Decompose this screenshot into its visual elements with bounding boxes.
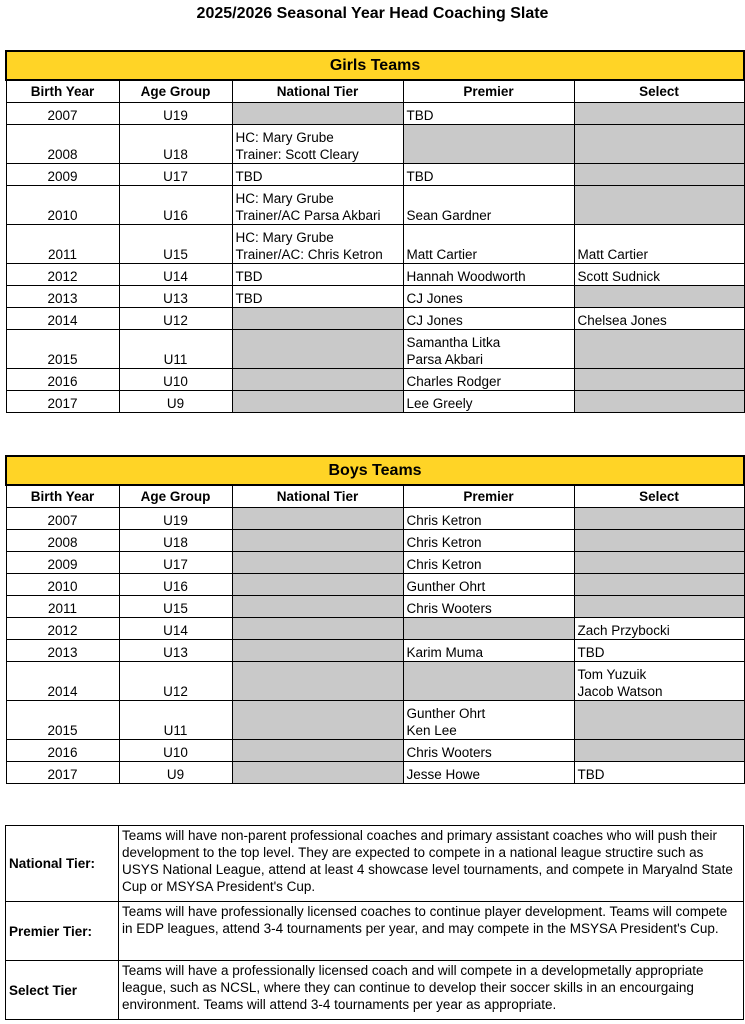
col-header-age-group: Age Group: [119, 485, 232, 508]
birth-year-cell: 2016: [6, 369, 119, 391]
table-row: [6, 640, 744, 662]
coach-name: Gunther Ohrt: [406, 706, 486, 721]
premier-tier-cell: [403, 286, 574, 308]
coach-name: Gunther Ohrt: [406, 579, 486, 594]
tier-label-national: National Tier:: [6, 826, 119, 902]
coach-name: Karim Muma: [406, 645, 484, 660]
table-row: [6, 762, 744, 784]
premier-tier-cell: [403, 391, 574, 413]
table-row: [6, 740, 744, 762]
premier-tier-cell: [403, 701, 574, 740]
coach-name: HC: Mary Grube: [235, 230, 334, 245]
page-title: 2025/2026 Seasonal Year Head Coaching Slate: [196, 5, 549, 22]
age-group-cell: U10: [119, 369, 232, 391]
age-group-cell: U17: [119, 552, 232, 574]
table-row: [6, 618, 744, 640]
age-group-cell: U12: [119, 308, 232, 330]
table-row: [6, 574, 744, 596]
select-tier-cell: [574, 701, 744, 740]
age-group-cell: U12: [119, 662, 232, 701]
premier-tier-cell: [403, 330, 574, 369]
premier-tier-cell: [403, 369, 574, 391]
coach-name: Chris Ketron: [406, 557, 482, 572]
select-tier-cell: [574, 330, 744, 369]
coach-name: Trainer/AC Parsa Akbari: [235, 208, 381, 223]
select-tier-cell: [574, 740, 744, 762]
age-group-cell: U11: [119, 330, 232, 369]
table-row: [6, 508, 744, 530]
coach-name: CJ Jones: [406, 313, 463, 328]
birth-year-cell: 2010: [6, 186, 119, 225]
table-row: [6, 596, 744, 618]
national-tier-cell: [232, 508, 403, 530]
coach-name: Hannah Woodworth: [406, 269, 526, 284]
age-group-cell: U9: [119, 762, 232, 784]
premier-tier-cell: [403, 264, 574, 286]
premier-tier-cell: [403, 762, 574, 784]
table-row: [6, 186, 744, 225]
coach-name: TBD: [406, 169, 434, 184]
coach-name: TBD: [235, 269, 263, 284]
national-tier-cell: [232, 391, 403, 413]
table-row: [6, 530, 744, 552]
table-row: [6, 701, 744, 740]
age-group-cell: U15: [119, 596, 232, 618]
coach-name: TBD: [235, 169, 263, 184]
boys-teams-heading: Boys Teams: [6, 456, 744, 485]
select-tier-cell: [574, 286, 744, 308]
national-tier-cell: [232, 618, 403, 640]
birth-year-cell: 2017: [6, 391, 119, 413]
girls-teams-heading: Girls Teams: [6, 51, 744, 80]
coach-name: Trainer/AC: Chris Ketron: [235, 247, 383, 262]
premier-tier-cell: [403, 508, 574, 530]
coach-name: Sean Gardner: [406, 208, 492, 223]
coach-name: Chris Wooters: [406, 601, 492, 616]
national-tier-cell: [232, 640, 403, 662]
coach-name: CJ Jones: [406, 291, 463, 306]
premier-tier-cell: [403, 186, 574, 225]
birth-year-cell: 2017: [6, 762, 119, 784]
national-tier-cell: [232, 530, 403, 552]
select-tier-cell: [574, 103, 744, 125]
premier-tier-cell: [403, 225, 574, 264]
coach-name: Charles Rodger: [406, 374, 502, 389]
coach-name: Chris Ketron: [406, 535, 482, 550]
national-tier-cell: [232, 164, 403, 186]
age-group-cell: U16: [119, 574, 232, 596]
national-tier-cell: [232, 308, 403, 330]
table-row: [6, 225, 744, 264]
national-tier-cell: [232, 701, 403, 740]
coach-name: Parsa Akbari: [406, 352, 484, 367]
birth-year-cell: 2009: [6, 164, 119, 186]
tier-description-national: Teams will have non-parent professional coaches and primary assistant coaches who will push their development to the top level. They are expected to compete in a national league structire such as USYS National League, attend at least 4 showcase level tournaments, and compete in Maryalnd State Cup or MSYSA President's Cup.: [119, 826, 744, 902]
national-tier-cell: [232, 330, 403, 369]
age-group-cell: U14: [119, 264, 232, 286]
age-group-cell: U9: [119, 391, 232, 413]
age-group-cell: U14: [119, 618, 232, 640]
select-tier-cell: [574, 596, 744, 618]
select-tier-cell: [574, 391, 744, 413]
girls-teams-table: [5, 50, 745, 413]
select-tier-cell: [574, 662, 744, 701]
table-row: [6, 391, 744, 413]
select-tier-cell: [574, 530, 744, 552]
coach-name: Ken Lee: [406, 723, 457, 738]
col-header-birth-year: Birth Year: [6, 485, 119, 508]
premier-tier-cell: [403, 640, 574, 662]
national-tier-cell: [232, 264, 403, 286]
birth-year-cell: 2014: [6, 662, 119, 701]
national-tier-cell: [232, 103, 403, 125]
select-tier-cell: [574, 574, 744, 596]
coach-name: Lee Greely: [406, 396, 473, 411]
select-tier-cell: [574, 508, 744, 530]
col-header-premier: Premier: [403, 485, 574, 508]
birth-year-cell: 2014: [6, 308, 119, 330]
age-group-cell: U19: [119, 508, 232, 530]
premier-tier-cell: [403, 103, 574, 125]
table-row: [6, 103, 744, 125]
tier-definitions-table: [5, 825, 744, 1020]
boys-teams-rows: [6, 508, 744, 784]
birth-year-cell: 2012: [6, 618, 119, 640]
birth-year-cell: 2016: [6, 740, 119, 762]
birth-year-cell: 2008: [6, 530, 119, 552]
age-group-cell: U15: [119, 225, 232, 264]
age-group-cell: U11: [119, 701, 232, 740]
premier-tier-cell: [403, 596, 574, 618]
coach-name: Chris Wooters: [406, 745, 492, 760]
coach-name: Samantha Litka: [406, 335, 501, 350]
girls-teams-rows: [6, 103, 744, 413]
coach-name: TBD: [235, 291, 263, 306]
premier-tier-cell: [403, 662, 574, 701]
select-tier-cell: [574, 186, 744, 225]
coach-name: Trainer: Scott Cleary: [235, 147, 359, 162]
coach-name: Scott Sudnick: [577, 269, 661, 284]
table-row: [6, 286, 744, 308]
age-group-cell: U13: [119, 286, 232, 308]
boys-teams-table: [5, 455, 745, 784]
birth-year-cell: 2008: [6, 125, 119, 164]
premier-tier-cell: [403, 125, 574, 164]
age-group-cell: U18: [119, 125, 232, 164]
select-tier-cell: [574, 308, 744, 330]
premier-tier-cell: [403, 574, 574, 596]
birth-year-cell: 2013: [6, 286, 119, 308]
coach-name: TBD: [577, 767, 605, 782]
national-tier-cell: [232, 286, 403, 308]
coach-name: Chris Ketron: [406, 513, 482, 528]
coach-name: Matt Cartier: [577, 247, 649, 262]
age-group-cell: U13: [119, 640, 232, 662]
col-header-select: Select: [574, 80, 744, 103]
table-row: [6, 308, 744, 330]
table-row: [6, 662, 744, 701]
coach-name: TBD: [406, 108, 434, 123]
select-tier-cell: [574, 264, 744, 286]
coach-name: HC: Mary Grube: [235, 191, 334, 206]
coach-name: TBD: [577, 645, 605, 660]
national-tier-cell: [232, 662, 403, 701]
col-header-national-tier: National Tier: [232, 485, 403, 508]
table-row: [6, 552, 744, 574]
age-group-cell: U19: [119, 103, 232, 125]
national-tier-cell: [232, 762, 403, 784]
national-tier-cell: [232, 574, 403, 596]
birth-year-cell: 2007: [6, 508, 119, 530]
birth-year-cell: 2013: [6, 640, 119, 662]
premier-tier-cell: [403, 618, 574, 640]
col-header-premier: Premier: [403, 80, 574, 103]
birth-year-cell: 2015: [6, 330, 119, 369]
premier-tier-cell: [403, 530, 574, 552]
col-header-age-group: Age Group: [119, 80, 232, 103]
national-tier-cell: [232, 552, 403, 574]
select-tier-cell: [574, 640, 744, 662]
select-tier-cell: [574, 618, 744, 640]
tier-description-select: Teams will have a professionally licensed coach and will compete in a developmetally appropriate league, such as NCSL, where they can continue to develop their soccer skills in an encourgaing environment. Teams will attend 3-4 tournaments per year as appropriate.: [119, 961, 744, 1020]
coach-name: Jesse Howe: [406, 767, 481, 782]
select-tier-cell: [574, 369, 744, 391]
coach-name: Tom Yuzuik: [577, 667, 647, 682]
table-row: [6, 330, 744, 369]
national-tier-cell: [232, 369, 403, 391]
birth-year-cell: 2009: [6, 552, 119, 574]
national-tier-cell: [232, 225, 403, 264]
age-group-cell: U16: [119, 186, 232, 225]
birth-year-cell: 2011: [6, 225, 119, 264]
age-group-cell: U10: [119, 740, 232, 762]
premier-tier-cell: [403, 740, 574, 762]
tier-label-select: Select Tier: [6, 961, 119, 1020]
select-tier-cell: [574, 164, 744, 186]
premier-tier-cell: [403, 552, 574, 574]
premier-tier-cell: [403, 308, 574, 330]
col-header-birth-year: Birth Year: [6, 80, 119, 103]
table-row: [6, 369, 744, 391]
coach-name: Chelsea Jones: [577, 313, 667, 328]
age-group-cell: U18: [119, 530, 232, 552]
table-row: [6, 125, 744, 164]
select-tier-cell: [574, 125, 744, 164]
national-tier-cell: [232, 125, 403, 164]
select-tier-cell: [574, 762, 744, 784]
tier-label-premier: Premier Tier:: [6, 902, 119, 961]
col-header-national-tier: National Tier: [232, 80, 403, 103]
coach-name: HC: Mary Grube: [235, 130, 334, 145]
national-tier-cell: [232, 740, 403, 762]
table-row: [6, 264, 744, 286]
birth-year-cell: 2007: [6, 103, 119, 125]
coach-name: Matt Cartier: [406, 247, 478, 262]
coach-name: Zach Przybocki: [577, 623, 670, 638]
table-row: [6, 164, 744, 186]
age-group-cell: U17: [119, 164, 232, 186]
birth-year-cell: 2011: [6, 596, 119, 618]
birth-year-cell: 2010: [6, 574, 119, 596]
national-tier-cell: [232, 186, 403, 225]
select-tier-cell: [574, 552, 744, 574]
col-header-select: Select: [574, 485, 744, 508]
birth-year-cell: 2015: [6, 701, 119, 740]
birth-year-cell: 2012: [6, 264, 119, 286]
coach-name: Jacob Watson: [577, 684, 663, 699]
premier-tier-cell: [403, 164, 574, 186]
national-tier-cell: [232, 596, 403, 618]
select-tier-cell: [574, 225, 744, 264]
tier-description-premier: Teams will have professionally licensed coaches to continue player development. Teams will compete in EDP leagues, attend 3-4 tournaments per year, and may compete in the MSYSA President's Cup.: [119, 902, 744, 961]
